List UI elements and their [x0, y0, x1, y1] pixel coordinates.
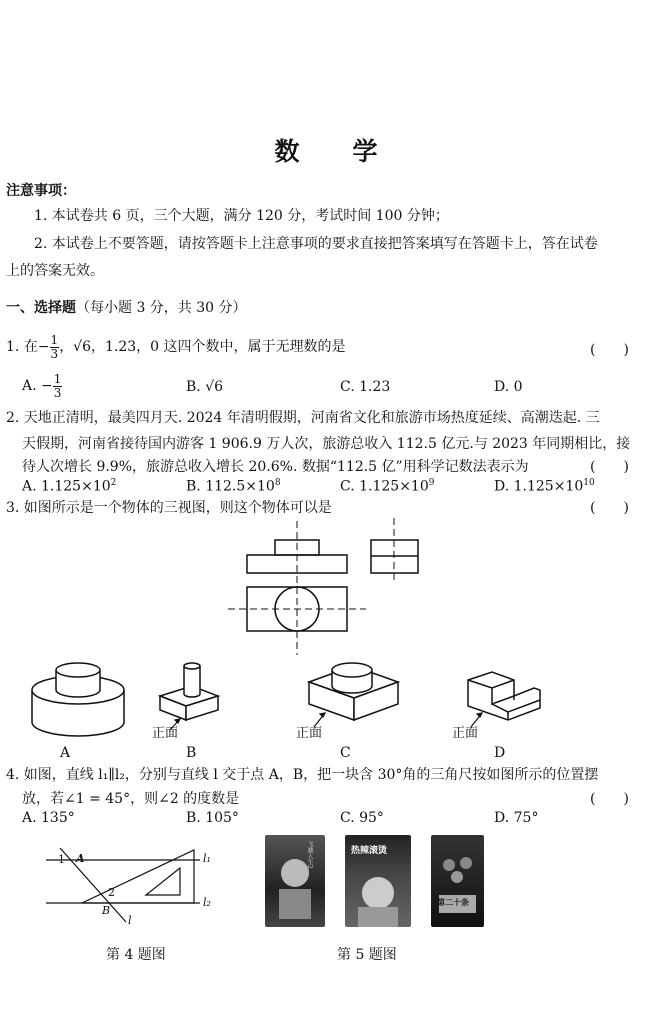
- poster-2-title: 热辣滚烫: [351, 846, 388, 856]
- q4-line-1: 4. 如图，直线 l₁∥l₂，分别与直线 l 交于点 A，B，把一块含 30°角的三角尺按如图所示的位置摆: [6, 767, 599, 783]
- q1-frac-num: 1: [50, 332, 59, 347]
- q1-option-b: B. √6: [186, 379, 224, 395]
- q4-option-b: B. 105°: [186, 810, 239, 826]
- q2-option-a: A. $1.125\times 10^2$: [22, 478, 117, 495]
- q1-frac-den: 3: [50, 346, 59, 361]
- q3-option-b: B: [186, 745, 197, 761]
- q4-option-c: C. 95°: [340, 810, 384, 826]
- q2-option-d: D. $1.125\times 10^{10}$: [494, 478, 595, 495]
- q4-line-2: 放，若∠1 = 45°，则∠2 的度数是: [22, 791, 240, 807]
- q3-stem: 3. 如图所示是一个物体的三视图，则这个物体可以是: [6, 500, 332, 516]
- q1-number: 1.: [6, 339, 20, 355]
- point-a-label: A: [76, 852, 85, 865]
- q4-answer-paren: ( ): [590, 791, 629, 807]
- q3-answer-paren: ( ): [590, 500, 629, 516]
- q4-option-a: A. 135°: [22, 810, 75, 826]
- point-b-label: B: [102, 904, 111, 917]
- poster-1-title: 飞驰人生2: [306, 841, 313, 869]
- q2-line-1: 2. 天地正清明，最美四月天. 2024 年清明假期，河南省文化和旅游市场热度延续、高潮迭起. 三: [6, 410, 600, 426]
- q3-option-d: D: [494, 745, 506, 761]
- q1-rest: ，√6，1.23，0 这四个数中，属于无理数的是: [59, 339, 346, 355]
- line-l2-label: l₂: [203, 896, 211, 909]
- line-l1-label: l₁: [203, 852, 211, 865]
- q4-option-d: D. 75°: [494, 810, 539, 826]
- q2-line-3: 待人次增长 9.9%，旅游总收入增长 20.6%. 数据“112.5 亿”用科学记数法表示为: [22, 459, 529, 475]
- q3-option-c: C: [340, 745, 351, 761]
- page-title: 数 学: [274, 137, 392, 166]
- front-label-b: 正面: [152, 726, 179, 741]
- line-l-label: l: [128, 914, 132, 927]
- poster-3-title: 第二十条: [437, 897, 469, 907]
- poster-image-3: [431, 835, 484, 927]
- poster-image-2: [345, 835, 411, 927]
- notice-item-1: 1. 本试卷共 6 页，三个大题，满分 120 分，考试时间 100 分钟；: [34, 208, 449, 224]
- q1-minus: −: [37, 339, 50, 355]
- q1-pre: 在: [23, 339, 38, 355]
- notice-item-2: 2. 本试卷上不要答题，请按答题卡上注意事项的要求直接把答案填写在答题卡上，答在试卷: [34, 236, 598, 252]
- q1-answer-paren: ( ): [590, 342, 629, 358]
- notice-item-2-cont: 上的答案无效。: [6, 263, 104, 279]
- section-note: （每小题 3 分，共 30 分）: [76, 300, 247, 316]
- front-label-c: 正面: [296, 726, 323, 741]
- q4-figure-caption: 第 4 题图: [106, 947, 166, 963]
- section-label: 一、选择题: [6, 300, 76, 316]
- q3-option-a: A: [60, 745, 71, 761]
- poster-image-1: [265, 835, 325, 927]
- q5-figure-caption: 第 5 题图: [337, 947, 397, 963]
- q2-option-c: C. $1.125\times 10^9$: [340, 478, 435, 495]
- angle-1-label: 1: [58, 853, 65, 866]
- q2-option-b: B. $112.5\times 10^8$: [186, 478, 281, 495]
- q2-line-2: 天假期，河南省接待国内游客 1 906.9 万人次，旅游总收入 112.5 亿元.与 2023 年同期相比，接: [22, 436, 631, 452]
- q2-answer-paren: ( ): [590, 459, 629, 475]
- notice-heading: 注意事项：: [6, 183, 76, 199]
- angle-2-label: 2: [108, 886, 115, 899]
- q1-option-d: D. 0: [494, 379, 523, 395]
- q1-option-a: A. − $\frac{1}{3}$: [22, 371, 62, 400]
- q1-option-c: C. 1.23: [340, 379, 391, 395]
- front-label-d: 正面: [452, 726, 479, 741]
